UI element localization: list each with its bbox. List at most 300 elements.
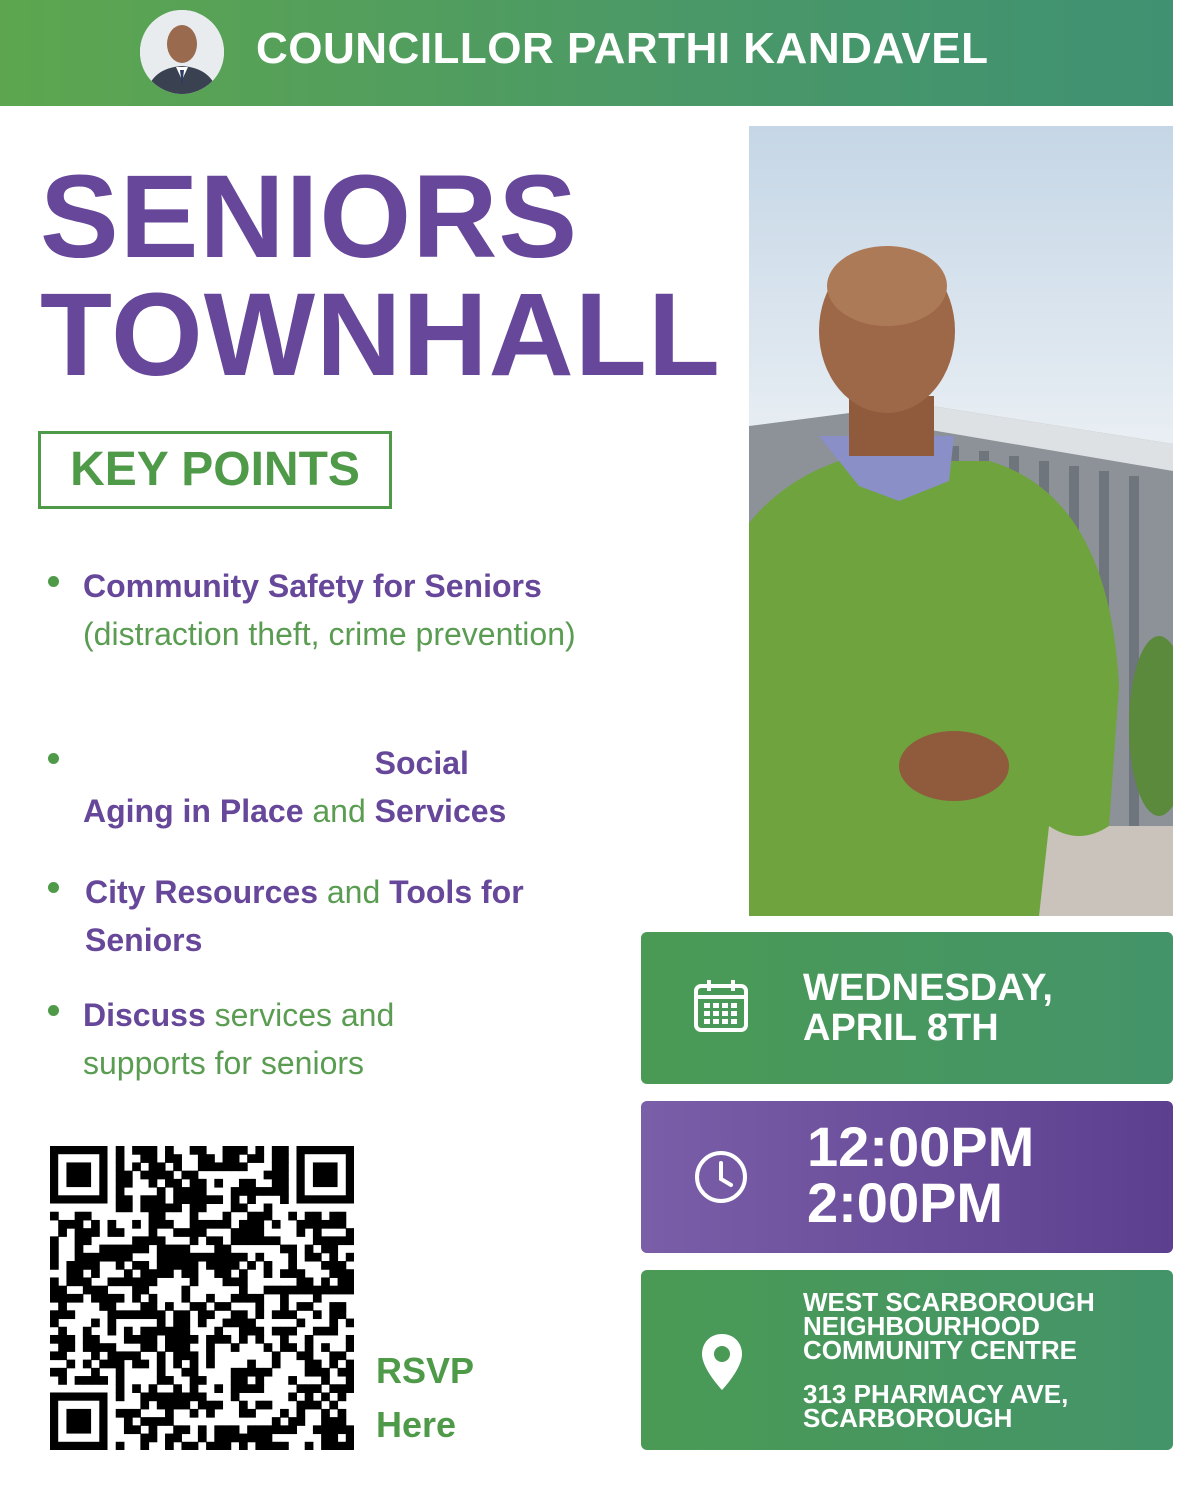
qr-module [198,1253,207,1262]
qr-module [346,1425,354,1434]
qr-module [181,1195,190,1204]
bullet-text [85,868,605,964]
qr-module [338,1368,347,1377]
qr-module [346,1277,354,1286]
qr-module [190,1261,199,1270]
qr-module [124,1269,133,1278]
qr-module [190,1384,199,1393]
qr-module [198,1195,207,1204]
qr-module [140,1442,149,1450]
qr-module [116,1261,125,1270]
qr-module [132,1351,141,1360]
qr-module [206,1310,215,1319]
qr-module [190,1228,199,1237]
qr-module [313,1425,322,1434]
qr-module [231,1434,240,1443]
rsvp-label[interactable]: RSVP [376,1350,475,1391]
qr-module [255,1401,264,1410]
qr-module [264,1261,273,1270]
qr-module [296,1401,305,1410]
clock-icon [693,1149,749,1210]
qr-module [116,1376,125,1385]
qr-module [165,1204,174,1213]
qr-module [190,1187,199,1196]
qr-module [296,1277,305,1286]
qr-module [157,1204,166,1213]
qr-module [165,1261,174,1270]
qr-module [280,1409,289,1418]
qr-module [305,1384,314,1393]
qr-module [231,1343,240,1352]
qr-module [272,1162,281,1171]
qr-module [239,1310,248,1319]
qr-module [83,1327,92,1336]
qr-module [181,1319,190,1328]
qr-module [124,1417,133,1426]
qr-module [190,1335,199,1344]
qr-module [239,1335,248,1344]
qr-module [108,1351,117,1360]
qr-module [239,1442,248,1450]
qr-module [264,1212,273,1221]
qr-module [157,1236,166,1245]
qr-module [132,1425,141,1434]
qr-module [305,1360,314,1369]
qr-module [280,1335,289,1344]
qr-module [181,1425,190,1434]
qr-module [116,1195,125,1204]
qr-module [173,1434,182,1443]
qr-module [255,1425,264,1434]
qr-module [231,1425,240,1434]
header-banner [0,0,1173,106]
qr-module [206,1220,215,1229]
qr-module [272,1417,281,1426]
bullet-dot [48,753,59,764]
qr-module [132,1294,141,1303]
qr-module [296,1319,305,1328]
qr-module [214,1384,223,1393]
qr-module [198,1376,207,1385]
qr-module [157,1376,166,1385]
qr-module [99,1302,108,1311]
qr-module [255,1302,264,1311]
title-townhall: TOWNHALL [40,269,721,401]
qr-module [83,1286,92,1295]
qr-module [329,1384,338,1393]
qr-module [50,1253,59,1262]
qr-module [231,1228,240,1237]
qr-module [329,1425,338,1434]
qr-module [223,1442,232,1450]
qr-module [214,1261,223,1270]
qr-module [206,1409,215,1418]
qr-module [157,1327,166,1336]
qr-module [313,1384,322,1393]
venue-line: NEIGHBOURHOOD [803,1311,1040,1341]
qr-module [140,1401,149,1410]
qr-module [99,1286,108,1295]
qr-module [149,1425,158,1434]
qr-module [329,1351,338,1360]
qr-module [50,1319,59,1328]
qr-module [91,1376,100,1385]
qr-module [157,1417,166,1426]
address-line: SCARBOROUGH [803,1403,1013,1433]
qr-module [288,1212,297,1221]
qr-module [206,1335,215,1344]
qr-module [296,1384,305,1393]
qr-module [231,1310,240,1319]
qr-module [165,1335,174,1344]
qr-module [321,1368,330,1377]
qr-module [264,1187,273,1196]
qr-module [313,1294,322,1303]
qr-module [50,1261,59,1270]
qr-module [264,1171,273,1180]
qr-module [99,1245,108,1254]
qr-module [165,1146,174,1155]
key-points-label: KEY POINTS [38,431,392,509]
qr-module [173,1401,182,1410]
qr-module [272,1425,281,1434]
qr-module [264,1442,273,1450]
qr-module [223,1154,232,1163]
qr-module [58,1220,67,1229]
qr-module [173,1204,182,1213]
qr-module [255,1310,264,1319]
qr-module [305,1212,314,1221]
qr-module [206,1351,215,1360]
qr-module [58,1228,67,1237]
qr-module [124,1425,133,1434]
qr-module [288,1343,297,1352]
qr-module [181,1269,190,1278]
time-end: 2:00PM [807,1171,1004,1234]
qr-module [83,1236,92,1245]
qr-module [91,1343,100,1352]
qr-module [173,1384,182,1393]
qr-module [140,1434,149,1443]
qr-module [321,1376,330,1385]
qr-module [50,1310,59,1319]
qr-module [321,1392,330,1401]
qr-module [58,1351,67,1360]
qr-module [288,1425,297,1434]
qr-module [206,1162,215,1171]
qr-module [223,1261,232,1270]
qr-module [198,1319,207,1328]
qr-module [165,1434,174,1443]
qr-module [239,1269,248,1278]
qr-module [214,1302,223,1311]
qr-module [296,1269,305,1278]
qr-module [140,1327,149,1336]
qr-module [329,1269,338,1278]
qr-module [338,1269,347,1278]
qr-module [157,1195,166,1204]
qr-module [305,1368,314,1377]
qr-module [124,1179,133,1188]
qr-module [214,1195,223,1204]
qr-module [50,1335,59,1344]
qr-module [206,1360,215,1369]
time-start: 12:00PM [807,1115,1035,1178]
qr-module [140,1360,149,1369]
qr-module [223,1220,232,1229]
qr-module [321,1261,330,1270]
qr-module [116,1179,125,1188]
qr-module [247,1212,256,1221]
qr-module [231,1154,240,1163]
qr-module [132,1261,141,1270]
qr-module [198,1401,207,1410]
qr-module [206,1442,215,1450]
title-seniors: SENIORS [40,151,579,283]
qr-module [231,1376,240,1385]
qr-module [305,1253,314,1262]
qr-module [255,1154,264,1163]
qr-module [338,1392,347,1401]
qr-module [329,1319,338,1328]
qr-module [173,1228,182,1237]
qr-module [272,1179,281,1188]
qr-module [305,1442,314,1450]
qr-module [75,1212,84,1221]
qr-module [149,1277,158,1286]
qr-module [305,1302,314,1311]
qr-module [181,1310,190,1319]
qr-module [255,1384,264,1393]
qr-module [214,1236,223,1245]
qr-module [329,1245,338,1254]
qr-module [58,1302,67,1311]
qr-module [173,1360,182,1369]
qr-module [346,1228,354,1237]
qr-module [140,1343,149,1352]
qr-module [223,1162,232,1171]
qr-module [223,1335,232,1344]
qr-finder [313,1162,338,1187]
qr-module [239,1204,248,1213]
rsvp-here-label[interactable]: Here [376,1404,457,1445]
qr-module [108,1245,117,1254]
qr-module [108,1294,117,1303]
qr-module [157,1319,166,1328]
qr-module [313,1401,322,1410]
qr-module [338,1277,347,1286]
qr-module [239,1236,248,1245]
qr-module [149,1294,158,1303]
qr-module [66,1277,75,1286]
qr-module [165,1343,174,1352]
qr-module [66,1343,75,1352]
qr-module [91,1335,100,1344]
qr-module [329,1442,338,1450]
qr-module [255,1236,264,1245]
qr-module [190,1269,199,1278]
qr-module [165,1401,174,1410]
qr-module [190,1351,199,1360]
qr-module [223,1277,232,1286]
qr-module [140,1261,149,1270]
qr-module [223,1146,232,1155]
qr-module [149,1302,158,1311]
qr-module [338,1417,347,1426]
qr-module [305,1277,314,1286]
qr-module [190,1236,199,1245]
qr-module [214,1327,223,1336]
qr-module [181,1187,190,1196]
qr-module [280,1310,289,1319]
qr-module [58,1368,67,1377]
qr-module [247,1384,256,1393]
qr-module [149,1343,158,1352]
rsvp-qr-code[interactable] [50,1146,354,1450]
qr-module [190,1179,199,1188]
qr-module [198,1146,207,1155]
qr-module [181,1392,190,1401]
qr-module [75,1253,84,1262]
qr-module [91,1253,100,1262]
qr-module [247,1434,256,1443]
qr-module [247,1220,256,1229]
qr-module [108,1319,117,1328]
qr-module [75,1376,84,1385]
qr-module [329,1253,338,1262]
qr-module [231,1277,240,1286]
qr-module [149,1204,158,1213]
qr-module [181,1294,190,1303]
qr-module [66,1269,75,1278]
qr-module [165,1376,174,1385]
qr-module [198,1220,207,1229]
qr-module [83,1261,92,1270]
qr-module [132,1384,141,1393]
qr-module [165,1245,174,1254]
qr-module [173,1327,182,1336]
qr-module [173,1245,182,1254]
qr-module [255,1146,264,1155]
qr-module [91,1228,100,1237]
qr-module [66,1310,75,1319]
qr-module [321,1343,330,1352]
qr-module [239,1146,248,1155]
qr-module [91,1351,100,1360]
qr-module [280,1146,289,1155]
qr-module [165,1327,174,1336]
bullet-dot [48,576,59,587]
qr-module [165,1154,174,1163]
qr-module [239,1409,248,1418]
qr-module [190,1368,199,1377]
qr-module [223,1269,232,1278]
qr-module [223,1253,232,1262]
qr-module [149,1212,158,1221]
qr-module [198,1302,207,1311]
qr-module [305,1245,314,1254]
qr-module [280,1179,289,1188]
qr-module [255,1187,264,1196]
qr-module [140,1335,149,1344]
qr-module [190,1302,199,1311]
qr-module [58,1376,67,1385]
qr-module [190,1376,199,1385]
qr-module [116,1228,125,1237]
qr-module [83,1253,92,1262]
qr-module [116,1204,125,1213]
qr-module [321,1327,330,1336]
qr-module [280,1442,289,1450]
qr-module [255,1294,264,1303]
bullet-bold: City Resources [85,874,318,910]
qr-module [206,1261,215,1270]
qr-module [140,1195,149,1204]
qr-module [329,1434,338,1443]
qr-module [214,1434,223,1443]
qr-module [255,1220,264,1229]
qr-module [346,1319,354,1328]
qr-module [50,1351,59,1360]
qr-module [190,1171,199,1180]
qr-module [149,1146,158,1155]
qr-module [149,1310,158,1319]
qr-module [140,1310,149,1319]
qr-module [132,1310,141,1319]
qr-module [149,1236,158,1245]
qr-module [206,1195,215,1204]
qr-module [165,1220,174,1229]
qr-module [239,1179,248,1188]
qr-module [198,1179,207,1188]
qr-module [296,1351,305,1360]
qr-module [346,1360,354,1369]
qr-module [214,1425,223,1434]
qr-module [198,1154,207,1163]
qr-module [108,1220,117,1229]
qr-module [149,1392,158,1401]
qr-module [140,1269,149,1278]
qr-module [157,1269,166,1278]
qr-module [231,1392,240,1401]
qr-module [305,1220,314,1229]
qr-module [346,1368,354,1377]
qr-module [91,1261,100,1270]
qr-module [181,1327,190,1336]
qr-module [75,1245,84,1254]
qr-module [124,1253,133,1262]
qr-module [223,1425,232,1434]
qr-module [313,1286,322,1295]
qr-module [255,1335,264,1344]
qr-module [247,1327,256,1336]
qr-module [173,1319,182,1328]
qr-module [157,1310,166,1319]
qr-module [305,1351,314,1360]
qr-module [181,1253,190,1262]
calendar-icon [693,978,749,1039]
qr-module [99,1376,108,1385]
qr-module [132,1286,141,1295]
qr-module [280,1286,289,1295]
qr-module [264,1236,273,1245]
qr-module [149,1269,158,1278]
qr-module [132,1245,141,1254]
councillor-photo [749,126,1173,916]
qr-module [50,1286,59,1295]
qr-module [66,1294,75,1303]
qr-module [140,1245,149,1254]
